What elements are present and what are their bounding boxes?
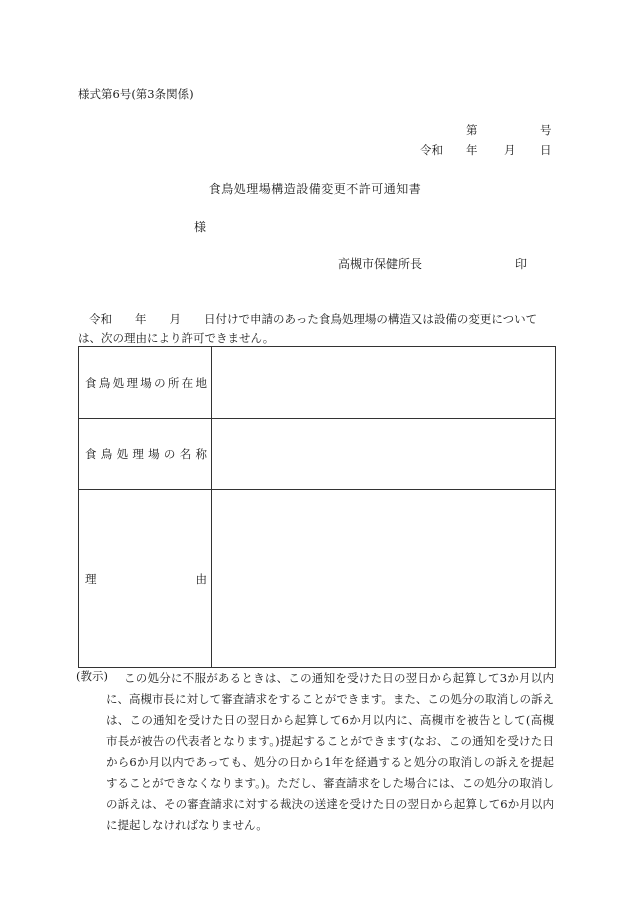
issuer-name: 高槻市保健所長: [338, 257, 423, 271]
label-char: 食: [85, 447, 97, 461]
label-name: [79, 419, 212, 490]
label-char: 処: [116, 447, 129, 461]
document-title: 食鳥処理場構造設備変更不許可通知書: [208, 182, 422, 196]
date-year: 年: [466, 143, 478, 157]
label-char: 在: [181, 375, 194, 390]
body-text: 令和 年 月 日付けで申請のあった食鳥処理場の構造又は設備の変更については、次の理由により許可できません。: [78, 312, 538, 345]
label-char: の: [154, 375, 166, 390]
label-char: 鳥: [100, 447, 113, 461]
label-char: 場: [140, 375, 152, 390]
label-char: 理: [132, 447, 144, 461]
table-row-location: [79, 347, 556, 419]
label-reason-text: [85, 571, 207, 587]
value-name[interactable]: [212, 419, 556, 490]
date-day: 日: [540, 143, 552, 157]
label-char: 由: [195, 571, 207, 586]
label-char: 理: [85, 571, 97, 586]
value-reason[interactable]: [212, 490, 556, 668]
label-char: 場: [148, 447, 160, 461]
date-era: 令和: [420, 143, 443, 157]
date-month: 月: [504, 143, 516, 157]
label-char: 称: [195, 447, 207, 461]
notice-text: この処分に不服があるときは、この通知を受けた日の翌日から起算して3か月以内に、高槻市長に対して審査請求をすることができます。また、この処分の取消しの訴えは、この通知を受けた日の翌日から起算して6か月以内に、高槻市を被告として(高槻市長が被告の代表者となります。)提起することができます(なお、この通知を受けた日から6か月以内であっても、処分の日から1年を経過すると処分の取消しの訴えを提起することができなくなります。)。ただし、審査請求をした場合には、この処分の取消しの訴えは、その審査請求に対する裁決の送達を受けた日の翌日から起算して6か月以内に提起しなければなりません。: [106, 671, 554, 832]
label-char: 所: [167, 375, 180, 390]
number-dai: 第: [466, 123, 478, 137]
table-row-reason: [79, 490, 556, 668]
label-char: 地: [195, 375, 207, 390]
label-name-text: [85, 446, 207, 462]
seal-mark: 印: [515, 257, 528, 271]
label-location: [79, 347, 212, 419]
number-go: 号: [540, 123, 552, 137]
label-char: 処: [112, 375, 125, 390]
notice-label: (教示): [76, 669, 108, 683]
label-reason: [79, 490, 212, 668]
form-table: [78, 346, 556, 668]
recipient-suffix: 様: [194, 220, 207, 234]
label-char: 理: [126, 375, 138, 390]
table-row-name: [79, 419, 556, 490]
form-number: 様式第6号(第3条関係): [78, 87, 194, 101]
label-char: 名: [179, 447, 192, 461]
label-location-text: [85, 375, 207, 391]
label-char: の: [163, 447, 176, 461]
label-char: 食: [85, 375, 97, 390]
value-location[interactable]: [212, 347, 556, 419]
label-char: 鳥: [98, 375, 111, 390]
